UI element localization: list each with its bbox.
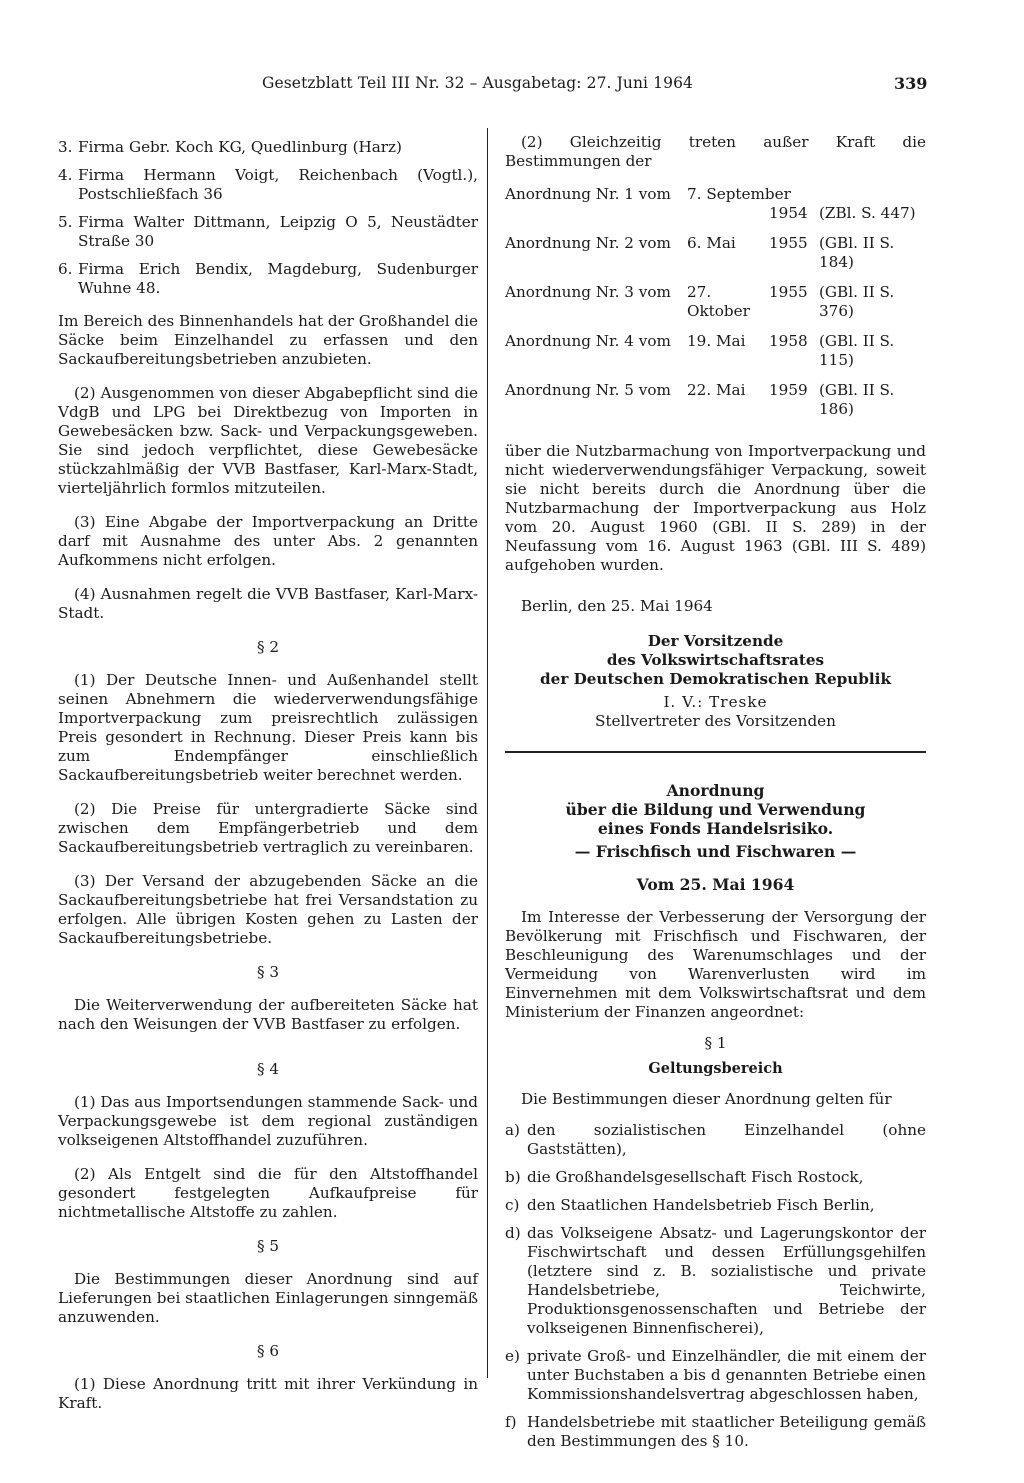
- scope-letter: b): [505, 1168, 521, 1186]
- signature-signer: I. V.: Treske: [663, 693, 768, 711]
- ordinance-date: 19. Mai: [687, 332, 746, 350]
- scope-text: private Groß- und Einzelhändler, die mit einem der unter Buchstaben a bis d genannten Betriebe einen Kommissionshandelsvertrag abgeschlossen haben,: [527, 1347, 926, 1403]
- section-2-paragraph-2: (2) Die Preise für untergradierte Säcke sind zwischen dem Empfängerbetrieb und dem Sackaufbereitungsbetrieb vertraglich zu vereinbaren.: [58, 800, 478, 856]
- signature-line-2: des Volkswirtschaftsrates: [606, 651, 825, 669]
- section-6-paragraph: (1) Diese Anordnung tritt mit ihrer Verkündung in Kraft.: [58, 1375, 478, 1412]
- ordinance-label: Anordnung Nr. 4 vom: [505, 332, 671, 350]
- ordinance-date: 6. Mai: [687, 234, 736, 252]
- scope-letter: f): [505, 1413, 517, 1431]
- firm-number: 5.: [58, 213, 73, 231]
- firm-text: Firma Hermann Voigt, Reichenbach (Vogtl.), Postschließfach 36: [78, 166, 478, 203]
- firm-item: [58, 166, 478, 204]
- ordinance-row-cont: [505, 204, 926, 234]
- scope-letter: c): [505, 1196, 520, 1214]
- place-date: Berlin, den 25. Mai 1964: [521, 597, 713, 615]
- ordinance-ref: (GBl. II S. 186): [819, 381, 895, 418]
- scope-text: den sozialistischen Einzelhandel (ohne Gaststätten),: [527, 1121, 926, 1158]
- ordinance-label: Anordnung Nr. 1 vom: [505, 185, 671, 203]
- ordinance-row: [505, 185, 926, 204]
- paragraph-abs-3: (3) Eine Abgabe der Importverpackung an Dritte darf mit Ausnahme des unter Abs. 2 genannten Aufkommens nicht erfolgen.: [58, 513, 478, 569]
- scope-item: [505, 1413, 926, 1451]
- section-2-heading: § 2: [256, 638, 280, 656]
- firm-number: 4.: [58, 166, 73, 184]
- ordinance-year: 1955: [769, 234, 808, 252]
- scope-text: das Volkseigene Absatz- und Lagerungskontor der Fischwirtschaft und dessen Erfüllungsgehilfen (letztere sind z. B. sozialistische und private Handelsbetriebe, Teichwirte, Produktionsgenossenschaften und Betriebe der volkseigenen Binnenfischerei),: [527, 1224, 926, 1337]
- section-4-paragraph-2: (2) Als Entgelt sind die für den Altstoffhandel gesondert festgelegten Aufkaufpreise für nichtmetallische Altstoffe zu zahlen.: [58, 1165, 478, 1221]
- firm-number: 6.: [58, 260, 73, 278]
- firm-text: Firma Gebr. Koch KG, Quedlinburg (Harz): [78, 138, 402, 156]
- signature-line-3: der Deutschen Demokratischen Republik: [540, 670, 891, 688]
- right-column: [505, 133, 926, 1460]
- section-5-paragraph: Die Bestimmungen dieser Anordnung sind auf Lieferungen bei staatlichen Einlagerungen sinngemäß anzuwenden.: [58, 1270, 478, 1326]
- ordinance-ref: (GBl. II S. 115): [819, 332, 895, 369]
- scope-text: den Staatlichen Handelsbetrieb Fisch Berlin,: [527, 1196, 875, 1214]
- scope-item: [505, 1196, 926, 1215]
- page-header: [0, 74, 1024, 100]
- paragraph-abs-2: (2) Ausgenommen von dieser Abgabepflicht sind die VdgB und LPG bei Direktbezug von Importen in Gewebesäcken bzw. Sack- und Verpackungsgeweben. Sie sind jedoch verpflichtet, diese Gewebesäcke stückzahlmäßig der VVB Bastfaser, Karl-Marx-Stadt, vierteljährlich formlos mitzuteilen.: [58, 384, 478, 497]
- preamble: Im Interesse der Verbesserung der Versorgung der Bevölkerung mit Frischfisch und Fischwaren, der Beschleunigung des Warenumschlages und der Vermeidung von Warenverlusten wird im Einvernehmen mit dem Volkswirtschaftsrat und dem Ministerium der Finanzen angeordnet:: [505, 908, 926, 1021]
- ordinance-title-line-3: eines Fonds Handelsrisiko.: [597, 819, 834, 838]
- ordinance-row: [505, 283, 926, 332]
- section-1-heading: § 1: [704, 1034, 727, 1052]
- section-5-heading: § 5: [256, 1237, 280, 1255]
- section-3-paragraph: Die Weiterverwendung der aufbereiteten Säcke hat nach den Weisungen der VVB Bastfaser zu erfolgen.: [58, 996, 478, 1033]
- ordinance-ref: (GBl. II S. 376): [819, 283, 895, 320]
- page-number: 339: [894, 74, 928, 93]
- signature-block: [505, 632, 926, 731]
- ordinance-row: [505, 234, 926, 283]
- ordinance-year: 1958: [769, 332, 808, 350]
- firm-text: Firma Walter Dittmann, Leipzig O 5, Neustädter Straße 30: [78, 213, 478, 250]
- scope-text: die Großhandelsgesellschaft Fisch Rostock,: [527, 1168, 864, 1186]
- ordinance-date: 22. Mai: [687, 381, 746, 399]
- paragraph-abs-4: (4) Ausnahmen regelt die VVB Bastfaser, Karl-Marx-Stadt.: [58, 585, 478, 622]
- section-2-paragraph-3: (3) Der Versand der abzugebenden Säcke an die Sackaufbereitungsbetriebe hat frei Versandstation zu erfolgen. Alle übrigen Kosten gehen zu Lasten der Sackaufbereitungsbetriebe.: [58, 872, 478, 947]
- section-4-heading: § 4: [256, 1060, 280, 1078]
- scope-letter: a): [505, 1121, 520, 1139]
- ordinance-label: Anordnung Nr. 5 vom: [505, 381, 671, 399]
- ordinance-row: [505, 332, 926, 381]
- ordinance-title: [505, 781, 926, 894]
- firm-number: 3.: [58, 138, 73, 156]
- section-4-paragraph-1: (1) Das aus Importsendungen stammende Sack- und Verpackungsgewebe ist dem regional zuständigen volkseigenen Altstoffhandel zuzuführen.: [58, 1093, 478, 1149]
- ordinance-title-line-1: Anordnung: [666, 781, 765, 800]
- ordinance-row: [505, 381, 926, 430]
- section-1-title: Geltungsbereich: [648, 1060, 783, 1077]
- ordinance-date: 7. September: [687, 185, 791, 203]
- ordinance-ref: (GBl. II S. 184): [819, 234, 895, 271]
- scope-letter: d): [505, 1224, 521, 1242]
- section-6-heading: § 6: [256, 1342, 280, 1360]
- signature-line-1: Der Vorsitzende: [647, 632, 784, 650]
- scope-intro: Die Bestimmungen dieser Anordnung gelten für: [521, 1090, 892, 1108]
- section-3-heading: § 3: [256, 963, 280, 981]
- ordinance-date: 27. Oktober: [687, 283, 750, 320]
- paragraph-repeal-intro: (2) Gleichzeitig treten außer Kraft die Bestimmungen der: [505, 133, 926, 170]
- firm-item: [58, 213, 478, 251]
- paragraph-repeal-scope: über die Nutzbarmachung von Importverpackung und nicht wiederverwendungsfähiger Verpackung, soweit sie nicht bereits durch die Anordnung über die Nutzbarmachung der Importverpackung aus Holz vom 20. August 1960 (GBl. II S. 289) in der Neufassung vom 16. August 1963 (GBl. III S. 489) aufgehoben wurden.: [505, 442, 926, 574]
- scope-item: [505, 1224, 926, 1338]
- scope-text: Handelsbetriebe mit staatlicher Beteiligung gemäß den Bestimmungen des § 10.: [527, 1413, 926, 1450]
- ordinance-label: Anordnung Nr. 2 vom: [505, 234, 671, 252]
- repealed-ordinances-table: [505, 185, 926, 430]
- ordinance-ref: (ZBl. S. 447): [819, 204, 916, 222]
- scope-letter: e): [505, 1347, 520, 1365]
- header-title: Gesetzblatt Teil III Nr. 32 – Ausgabetag: 27. Juni 1964: [262, 74, 693, 92]
- ordinance-year: 1959: [769, 381, 808, 399]
- scope-item: [505, 1121, 926, 1159]
- column-divider: [487, 128, 488, 1378]
- ordinance-title-line-2: über die Bildung und Verwendung: [565, 800, 866, 819]
- paragraph-binnenhandel: Im Bereich des Binnenhandels hat der Großhandel die Säcke beim Einzelhandel zu erfassen und den Sackaufbereitungsbetrieben anzubieten.: [58, 312, 478, 368]
- scope-item: [505, 1168, 926, 1187]
- firm-item: [58, 260, 478, 298]
- section-divider: [505, 751, 926, 753]
- ordinance-subtitle: — Frischfisch und Fischwaren —: [574, 842, 857, 861]
- firm-item: [58, 138, 478, 157]
- firm-text: Firma Erich Bendix, Magdeburg, Sudenburger Wuhne 48.: [78, 260, 478, 297]
- ordinance-year: 1954: [769, 204, 808, 222]
- section-2-paragraph-1: (1) Der Deutsche Innen- und Außenhandel stellt seinen Abnehmern die wiederverwendungsfähige Importverpackung zum preisrechtlich zulässigen Preis gesondert in Rechnung. Dieser Preis kann bis zum Endempfänger einschließlich Sackaufbereitungsbetrieb weiter berechnet werden.: [58, 671, 478, 784]
- signature-role: Stellvertreter des Vorsitzenden: [595, 712, 836, 730]
- scope-item: [505, 1347, 926, 1404]
- ordinance-label: Anordnung Nr. 3 vom: [505, 283, 671, 301]
- ordinance-date-line: Vom 25. Mai 1964: [636, 875, 795, 894]
- left-column: [58, 138, 478, 1428]
- ordinance-year: 1955: [769, 283, 808, 301]
